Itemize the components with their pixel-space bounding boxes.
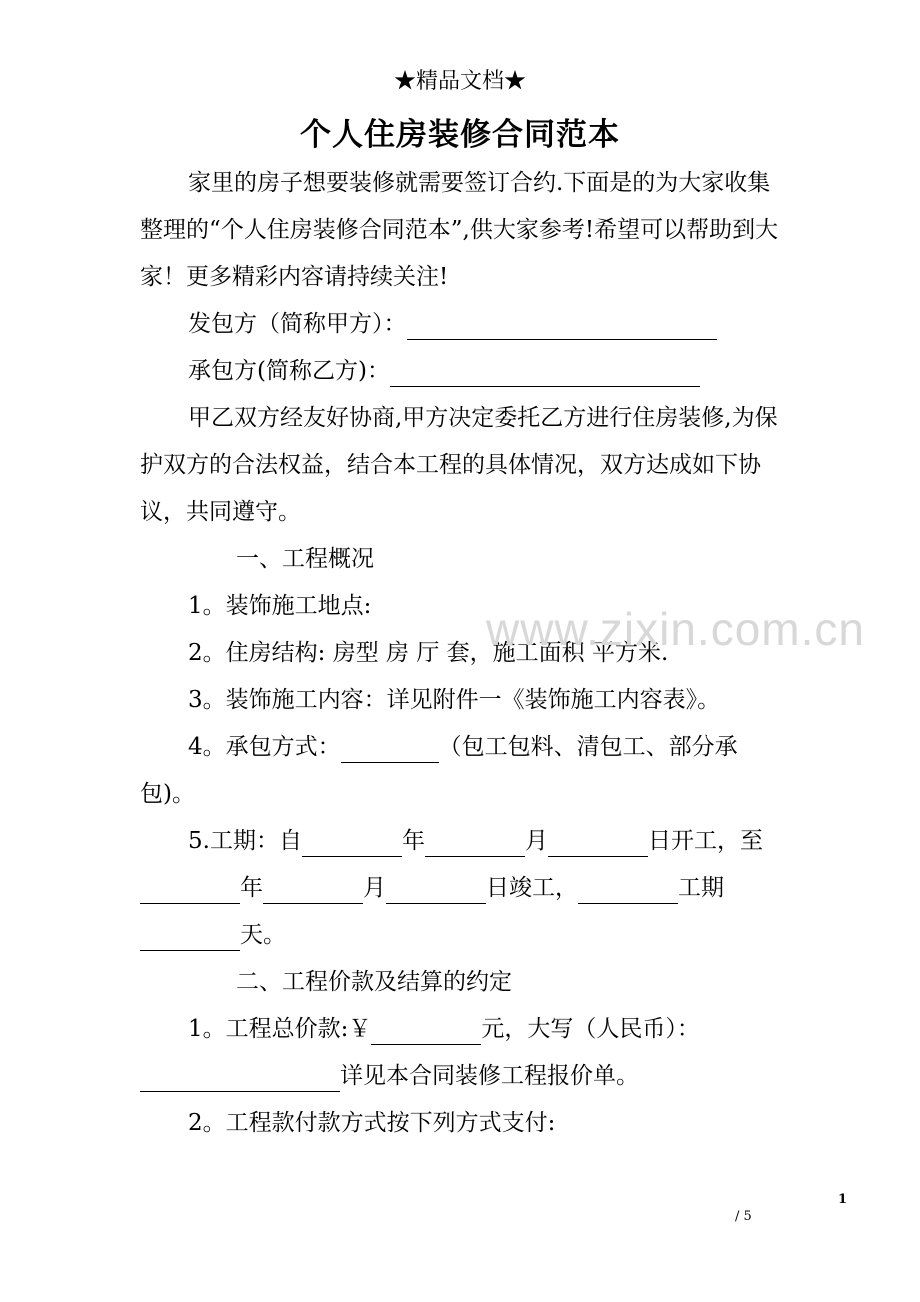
days-blank bbox=[140, 924, 240, 951]
section-1-heading: 一、工程概况 bbox=[236, 546, 374, 572]
end-year-blank bbox=[140, 877, 240, 904]
watermark: www.zixin.com.cn bbox=[486, 603, 865, 655]
end-day-blank bbox=[386, 877, 486, 904]
document-title: 个人住房装修合同范本 bbox=[300, 117, 620, 153]
page-number: 1 bbox=[838, 1192, 848, 1207]
start-year-blank bbox=[302, 830, 402, 857]
item-5-days: 天。 bbox=[240, 922, 286, 948]
item-4-prefix: 4。承包方式： bbox=[188, 734, 341, 760]
end-month-blank bbox=[263, 877, 363, 904]
item-5-prefix: 5.工期：自 bbox=[188, 828, 302, 854]
item-5-start: 日开工，至 bbox=[647, 828, 763, 854]
item-2: 2。住房结构: 房型 房 厅 套，施工面积 平方米. bbox=[188, 640, 669, 666]
payment-item: 2。工程款付款方式按下列方式支付: bbox=[188, 1110, 556, 1136]
item-5 bbox=[140, 818, 784, 959]
price-suffix: 详见本合同装修工程报价单。 bbox=[340, 1063, 639, 1089]
item-4-suffix: （包工包料、清包工、部分承包)。 bbox=[140, 734, 738, 807]
party-a-line bbox=[140, 301, 784, 348]
price-capital-blank bbox=[140, 1065, 340, 1092]
party-a-blank bbox=[407, 313, 717, 340]
party-b-label: 承包方(简称乙方)： bbox=[188, 358, 390, 384]
item-4-blank bbox=[341, 736, 439, 763]
item-1: 1。装饰施工地点: bbox=[188, 593, 372, 619]
page-total: / 5 bbox=[735, 1209, 752, 1224]
party-b-line bbox=[140, 348, 784, 395]
section-2-heading: 二、工程价款及结算的约定 bbox=[236, 969, 512, 995]
start-day-blank bbox=[548, 830, 648, 857]
intro-paragraph: 家里的房子想要装修就需要签订合约.下面是的为大家收集整理的“个人住房装修合同范本”,供大家参考!希望可以帮助到大家！更多精彩内容请持续关注! bbox=[140, 170, 779, 290]
start-month-blank bbox=[425, 830, 525, 857]
item-4 bbox=[140, 724, 784, 818]
party-a-label: 发包方（简称甲方）： bbox=[188, 311, 407, 337]
price-middle: 元，大写（人民币）： bbox=[481, 1016, 700, 1042]
item-5-period: 工期 bbox=[678, 875, 724, 901]
item-5-end: 日竣工， bbox=[486, 875, 578, 901]
item-5-year2: 年 bbox=[240, 875, 263, 901]
price-amount-blank bbox=[371, 1018, 481, 1045]
price-prefix: 1。工程总价款:￥ bbox=[188, 1016, 372, 1042]
item-5-year: 年 bbox=[401, 828, 425, 854]
price-item bbox=[140, 1006, 784, 1100]
party-b-blank bbox=[390, 360, 700, 387]
item-3: 3。装饰施工内容：详见附件一《装饰施工内容表》。 bbox=[188, 687, 721, 713]
header-mark: ★精品文档★ bbox=[393, 69, 526, 94]
agreement-paragraph: 甲乙双方经友好协商,甲方决定委托乙方进行住房装修,为保护双方的合法权益，结合本工程的具体情况，双方达成如下协议，共同遵守。 bbox=[140, 405, 778, 525]
duration-blank bbox=[578, 877, 678, 904]
item-5-month2: 月 bbox=[363, 875, 386, 901]
item-5-month: 月 bbox=[524, 828, 548, 854]
